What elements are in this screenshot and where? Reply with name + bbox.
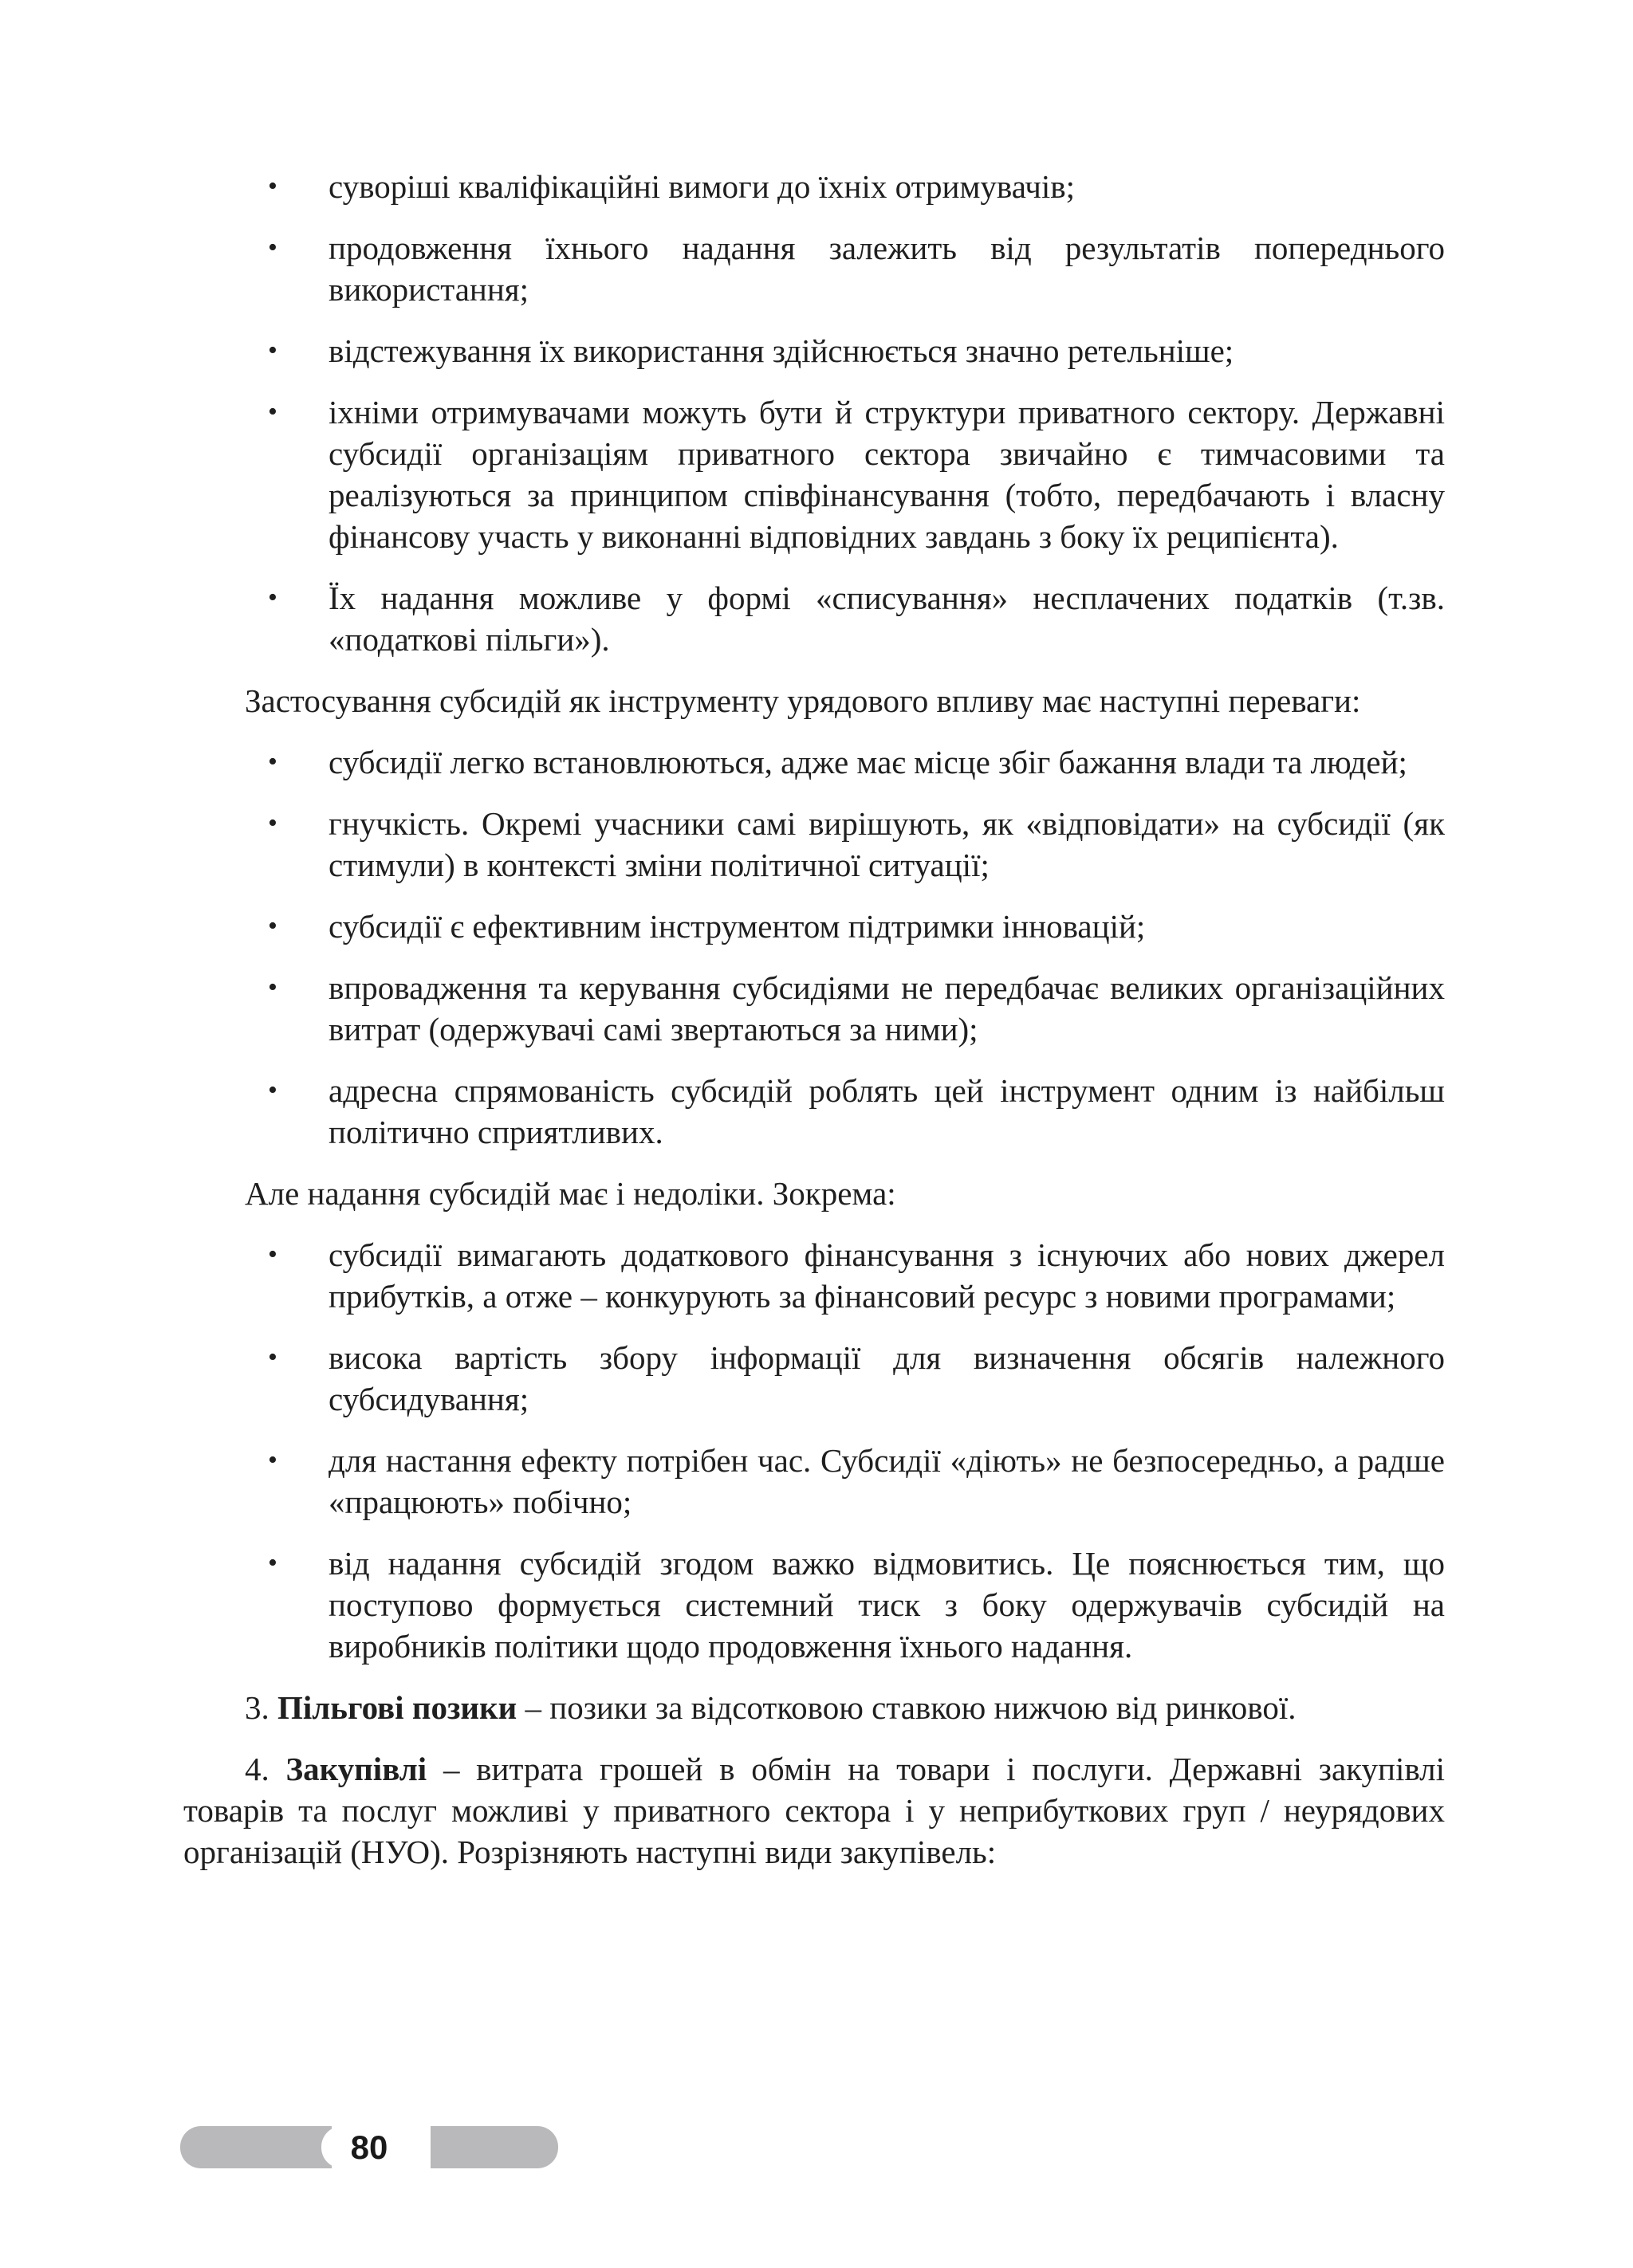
paragraph-drawbacks: Але надання субсидій має і недоліки. Зокрема:: [245, 1175, 896, 1212]
bullet-icon: •: [268, 397, 277, 426]
term-definition: – позики за відсотковою ставкою нижчою від ринкової.: [517, 1689, 1297, 1726]
bullet-icon: •: [268, 1342, 277, 1372]
list-item: • впровадження та керування субсидіями не передбачає великих організаційних витрат (одержувачі самі звертаються за ними);: [183, 967, 1445, 1050]
list-item: • для настання ефекту потрібен час. Субсидії «діють» не безпосередньо, а радше «працюють» побічно;: [183, 1440, 1445, 1523]
bullet-icon: •: [268, 1075, 277, 1105]
list-item: • субсидії є ефективним інструментом підтримки інновацій;: [183, 906, 1445, 947]
term-preferential-loans: Пільгові позики: [277, 1689, 517, 1726]
bullet-icon: •: [268, 336, 277, 365]
list-item: • від надання субсидій згодом важко відмовитись. Це пояснюється тим, що поступово формується системний тиск з боку одержувачів субсидій на виробників політики щодо продовження їхнього надання.: [183, 1543, 1445, 1667]
item-number: 4.: [245, 1751, 270, 1787]
footer-bar-left: [180, 2126, 332, 2168]
bullet-icon: •: [268, 808, 277, 838]
list-item: • адресна спрямованість субсидій роблять цей інструмент одним із найбільш політично сприятливих.: [183, 1070, 1445, 1153]
list-item: • суворіші кваліфікаційні вимоги до їхніх отримувачів;: [183, 166, 1445, 207]
list-item: • гнучкість. Окремі учасники самі вирішують, як «відповідати» на субсидії (як стимули) в контексті зміни політичної ситуації;: [183, 803, 1445, 886]
list-item: • відстежування їх використання здійснюється значно ретельніше;: [183, 330, 1445, 371]
page-number: 80: [350, 2128, 388, 2166]
bullet-icon: •: [268, 1240, 277, 1269]
list-item: • субсидії вимагають додаткового фінансування з існуючих або нових джерел прибутків, а отже – конкурують за фінансовий ресурс з новими програмами;: [183, 1234, 1445, 1317]
paragraph-advantages: Застосування субсидій як інструменту урядового впливу має наступні переваги:: [245, 682, 1361, 719]
footer-bar-right: [431, 2126, 558, 2168]
item-number: 3.: [245, 1689, 270, 1726]
bullet-icon: •: [268, 1548, 277, 1578]
list-item: • іхніми отримувачами можуть бути й структури приватного сектору. Державні субсидії організаціям приватного сектора звичайно є тимчасовими та реалізуються за принципом співфінансування (тобто, передбачають і власну фінансову участь у виконанні відповідних завдань з боку їх реципієнта).: [183, 391, 1445, 557]
list-item: • субсидії легко встановлюються, адже має місце збіг бажання влади та людей;: [183, 741, 1445, 783]
term-definition: – витрата грошей в обмін на товари і послуги. Державні закупівлі товарів та послуг можливі у приватного сектора і у неприбуткових груп / неурядових організацій (НУО). Розрізняють наступні види закупівель:: [183, 1751, 1446, 1870]
bullet-icon: •: [268, 583, 277, 612]
list-item: • продовження їхнього надання залежить від результатів попереднього використання;: [183, 227, 1445, 310]
bullet-list-subsidy-features: [183, 166, 1445, 660]
page-footer: [180, 2126, 558, 2168]
bullet-list-advantages: [183, 741, 1445, 1153]
bullet-icon: •: [268, 911, 277, 941]
bullet-icon: •: [268, 233, 277, 262]
paragraph-procurement: [183, 1748, 1445, 1873]
list-item: • висока вартість збору інформації для визначення обсягів належного субсидування;: [183, 1337, 1445, 1420]
bullet-icon: •: [268, 1445, 277, 1475]
bullet-list-drawbacks: [183, 1234, 1445, 1667]
page-content: [183, 166, 1445, 1893]
paragraph-preferential-loans: [183, 1687, 1445, 1728]
bullet-icon: •: [268, 973, 277, 1002]
term-procurement: Закупівлі: [285, 1751, 427, 1787]
list-item: • Їх надання можливе у формі «списування» несплачених податків (т.зв. «податкові пільги»).: [183, 577, 1445, 660]
bullet-icon: •: [268, 747, 277, 776]
bullet-icon: •: [268, 171, 277, 201]
